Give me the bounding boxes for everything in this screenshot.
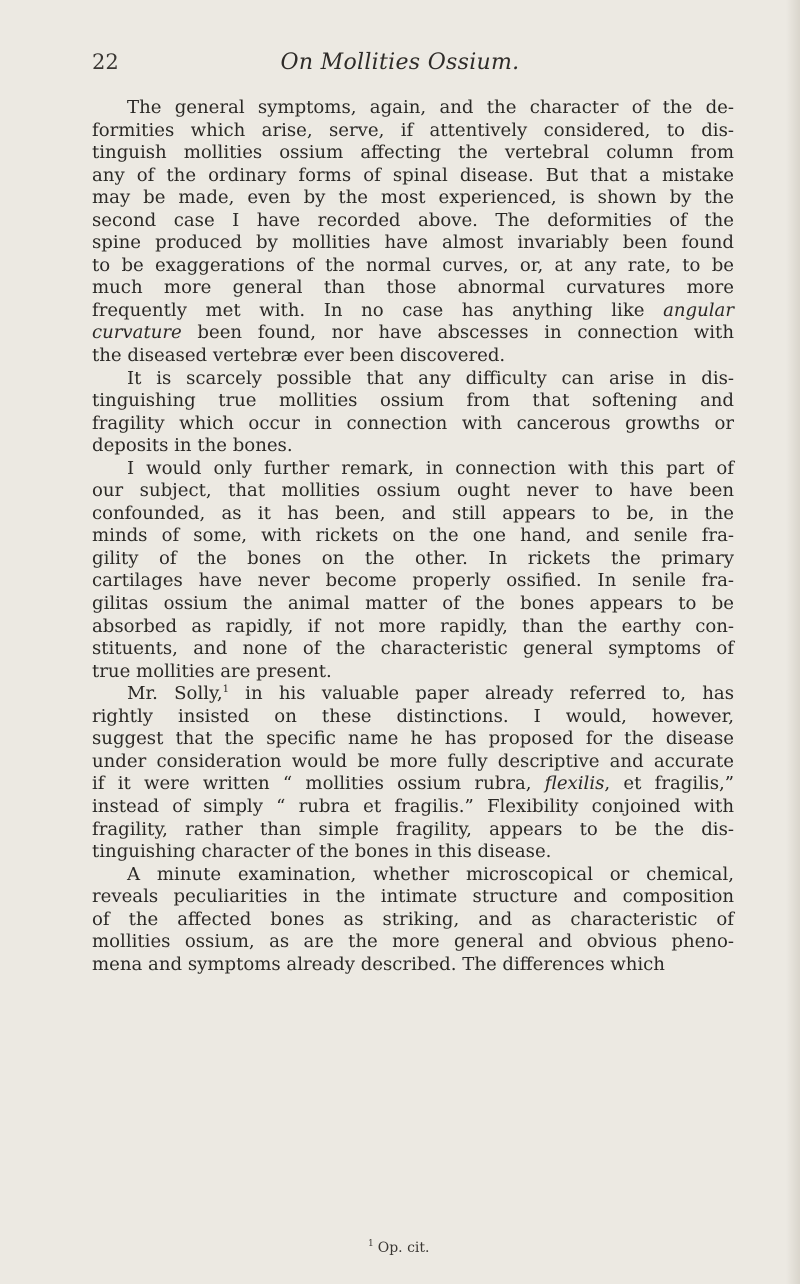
line-text: It is scarcely possible that any difficulty can arise in dis- <box>127 367 734 389</box>
line-text: A minute examination, whether microscopical or chemical, <box>127 863 734 885</box>
line-text: mena and symptoms already described. The differences which <box>92 953 665 975</box>
text-line <box>92 909 734 932</box>
paragraph <box>92 864 734 977</box>
line-text-continued: in his valuable paper already referred to, has <box>228 683 734 705</box>
text-line <box>92 525 734 548</box>
line-text: tinguishing character of the bones in this disease. <box>92 841 552 863</box>
text-line <box>92 819 734 842</box>
text-line <box>92 616 734 639</box>
line-text: gilitas ossium the animal matter of the bones appears to be <box>92 593 734 615</box>
line-text: under consideration would be more fully descriptive and accurate <box>92 750 734 772</box>
text-line <box>92 435 734 458</box>
line-text: may be made, even by the most experienced, is shown by the <box>92 187 734 209</box>
page-edge-shadow <box>786 0 800 1284</box>
text-line <box>92 300 734 323</box>
line-text: of the affected bones as striking, and as characteristic of <box>92 908 734 930</box>
running-title: On Mollities Ossium. <box>280 50 520 75</box>
text-line <box>92 97 734 120</box>
line-text: suggest that the specific name he has proposed for the disease <box>92 728 734 750</box>
italic-text: flexilis <box>544 773 605 795</box>
line-text: confounded, as it has been, and still appears to be, in the <box>92 502 734 524</box>
line-text: cartilages have never become properly ossified. In senile fra- <box>92 570 734 592</box>
text-line <box>92 841 734 864</box>
text-line <box>92 751 734 774</box>
text-line <box>92 570 734 593</box>
line-text: formities which arise, serve, if attentively considered, to dis- <box>92 119 734 141</box>
text-line <box>92 277 734 300</box>
paragraph <box>92 458 734 683</box>
line-text: reveals peculiarities in the intimate structure and composition <box>92 886 734 908</box>
line-text-continued: , et fragilis,” <box>604 773 734 795</box>
line-text: our subject, that mollities ossium ought never to have been <box>92 480 734 502</box>
text-line <box>92 390 734 413</box>
line-text: any of the ordinary forms of spinal disease. But that a mistake <box>92 164 734 186</box>
line-text: the diseased vertebræ ever been discovered. <box>92 345 506 367</box>
text-line <box>92 796 734 819</box>
text-line <box>92 210 734 233</box>
text-line <box>92 773 734 796</box>
footnote-marker: 1 <box>368 1239 374 1250</box>
line-text: much more general than those abnormal curvatures more <box>92 277 734 299</box>
text-line <box>92 322 734 345</box>
paragraph <box>92 368 734 458</box>
line-text: gility of the bones on the other. In rickets the primary <box>92 547 734 569</box>
page-header <box>0 50 800 82</box>
page-number: 22 <box>92 50 119 74</box>
text-line <box>92 368 734 391</box>
line-text: mollities ossium, as are the more general and obvious pheno- <box>92 931 734 953</box>
line-text: tinguishing true mollities ossium from that softening and <box>92 390 734 412</box>
text-line <box>92 728 734 751</box>
line-text: frequently met with. In no case has anything like <box>92 299 664 321</box>
line-text-continued: been found, nor have abscesses in connection with <box>181 322 734 344</box>
text-line <box>92 480 734 503</box>
text-line <box>92 120 734 143</box>
text-line <box>92 345 734 368</box>
text-line <box>92 548 734 571</box>
italic-text: angular <box>663 299 734 321</box>
line-text: rightly insisted on these distinctions. I would, however, <box>92 705 734 727</box>
text-line <box>92 142 734 165</box>
text-line <box>92 187 734 210</box>
text-line <box>92 165 734 188</box>
text-line <box>92 931 734 954</box>
line-text: minds of some, with rickets on the one hand, and senile fra- <box>92 525 734 547</box>
text-line <box>92 232 734 255</box>
italic-text: curvature <box>92 322 182 344</box>
footnote <box>368 1240 429 1256</box>
text-line <box>92 954 734 977</box>
line-text: deposits in the bones. <box>92 435 293 457</box>
line-text: fragility, rather than simple fragility, appears to be the dis- <box>92 818 734 840</box>
line-text: spine produced by mollities have almost invariably been found <box>92 232 734 254</box>
body-text <box>92 97 734 976</box>
text-line <box>92 638 734 661</box>
line-text: if it were written “ mollities ossium rubra, <box>92 773 545 795</box>
line-text: true mollities are present. <box>92 660 332 682</box>
line-text: second case I have recorded above. The deformities of the <box>92 209 734 231</box>
line-text: to be exaggerations of the normal curves, or, at any rate, to be <box>92 254 734 276</box>
line-text: I would only further remark, in connection with this part of <box>127 457 734 479</box>
text-line <box>92 886 734 909</box>
text-line <box>92 661 734 684</box>
line-text: instead of simply “ rubra et fragilis.” Flexibility conjoined with <box>92 795 734 817</box>
text-line <box>92 413 734 436</box>
text-line <box>92 458 734 481</box>
text-line <box>92 683 734 706</box>
line-text: The general symptoms, again, and the character of the de- <box>127 97 734 118</box>
text-line <box>92 593 734 616</box>
text-line <box>92 503 734 526</box>
footnote-reference: 1 <box>222 684 229 696</box>
line-text: absorbed as rapidly, if not more rapidly, than the earthy con- <box>92 615 734 637</box>
line-text: stituents, and none of the characteristic general symptoms of <box>92 638 734 660</box>
line-text: tinguish mollities ossium affecting the vertebral column from <box>92 142 734 164</box>
text-line <box>92 706 734 729</box>
text-line <box>92 864 734 887</box>
text-line <box>92 255 734 278</box>
paragraph <box>92 683 734 863</box>
paragraph <box>92 97 734 368</box>
line-text: Mr. Solly, <box>127 683 223 705</box>
footnote-text: Op. cit. <box>377 1240 430 1256</box>
line-text: fragility which occur in connection with cancerous growths or <box>92 412 734 434</box>
